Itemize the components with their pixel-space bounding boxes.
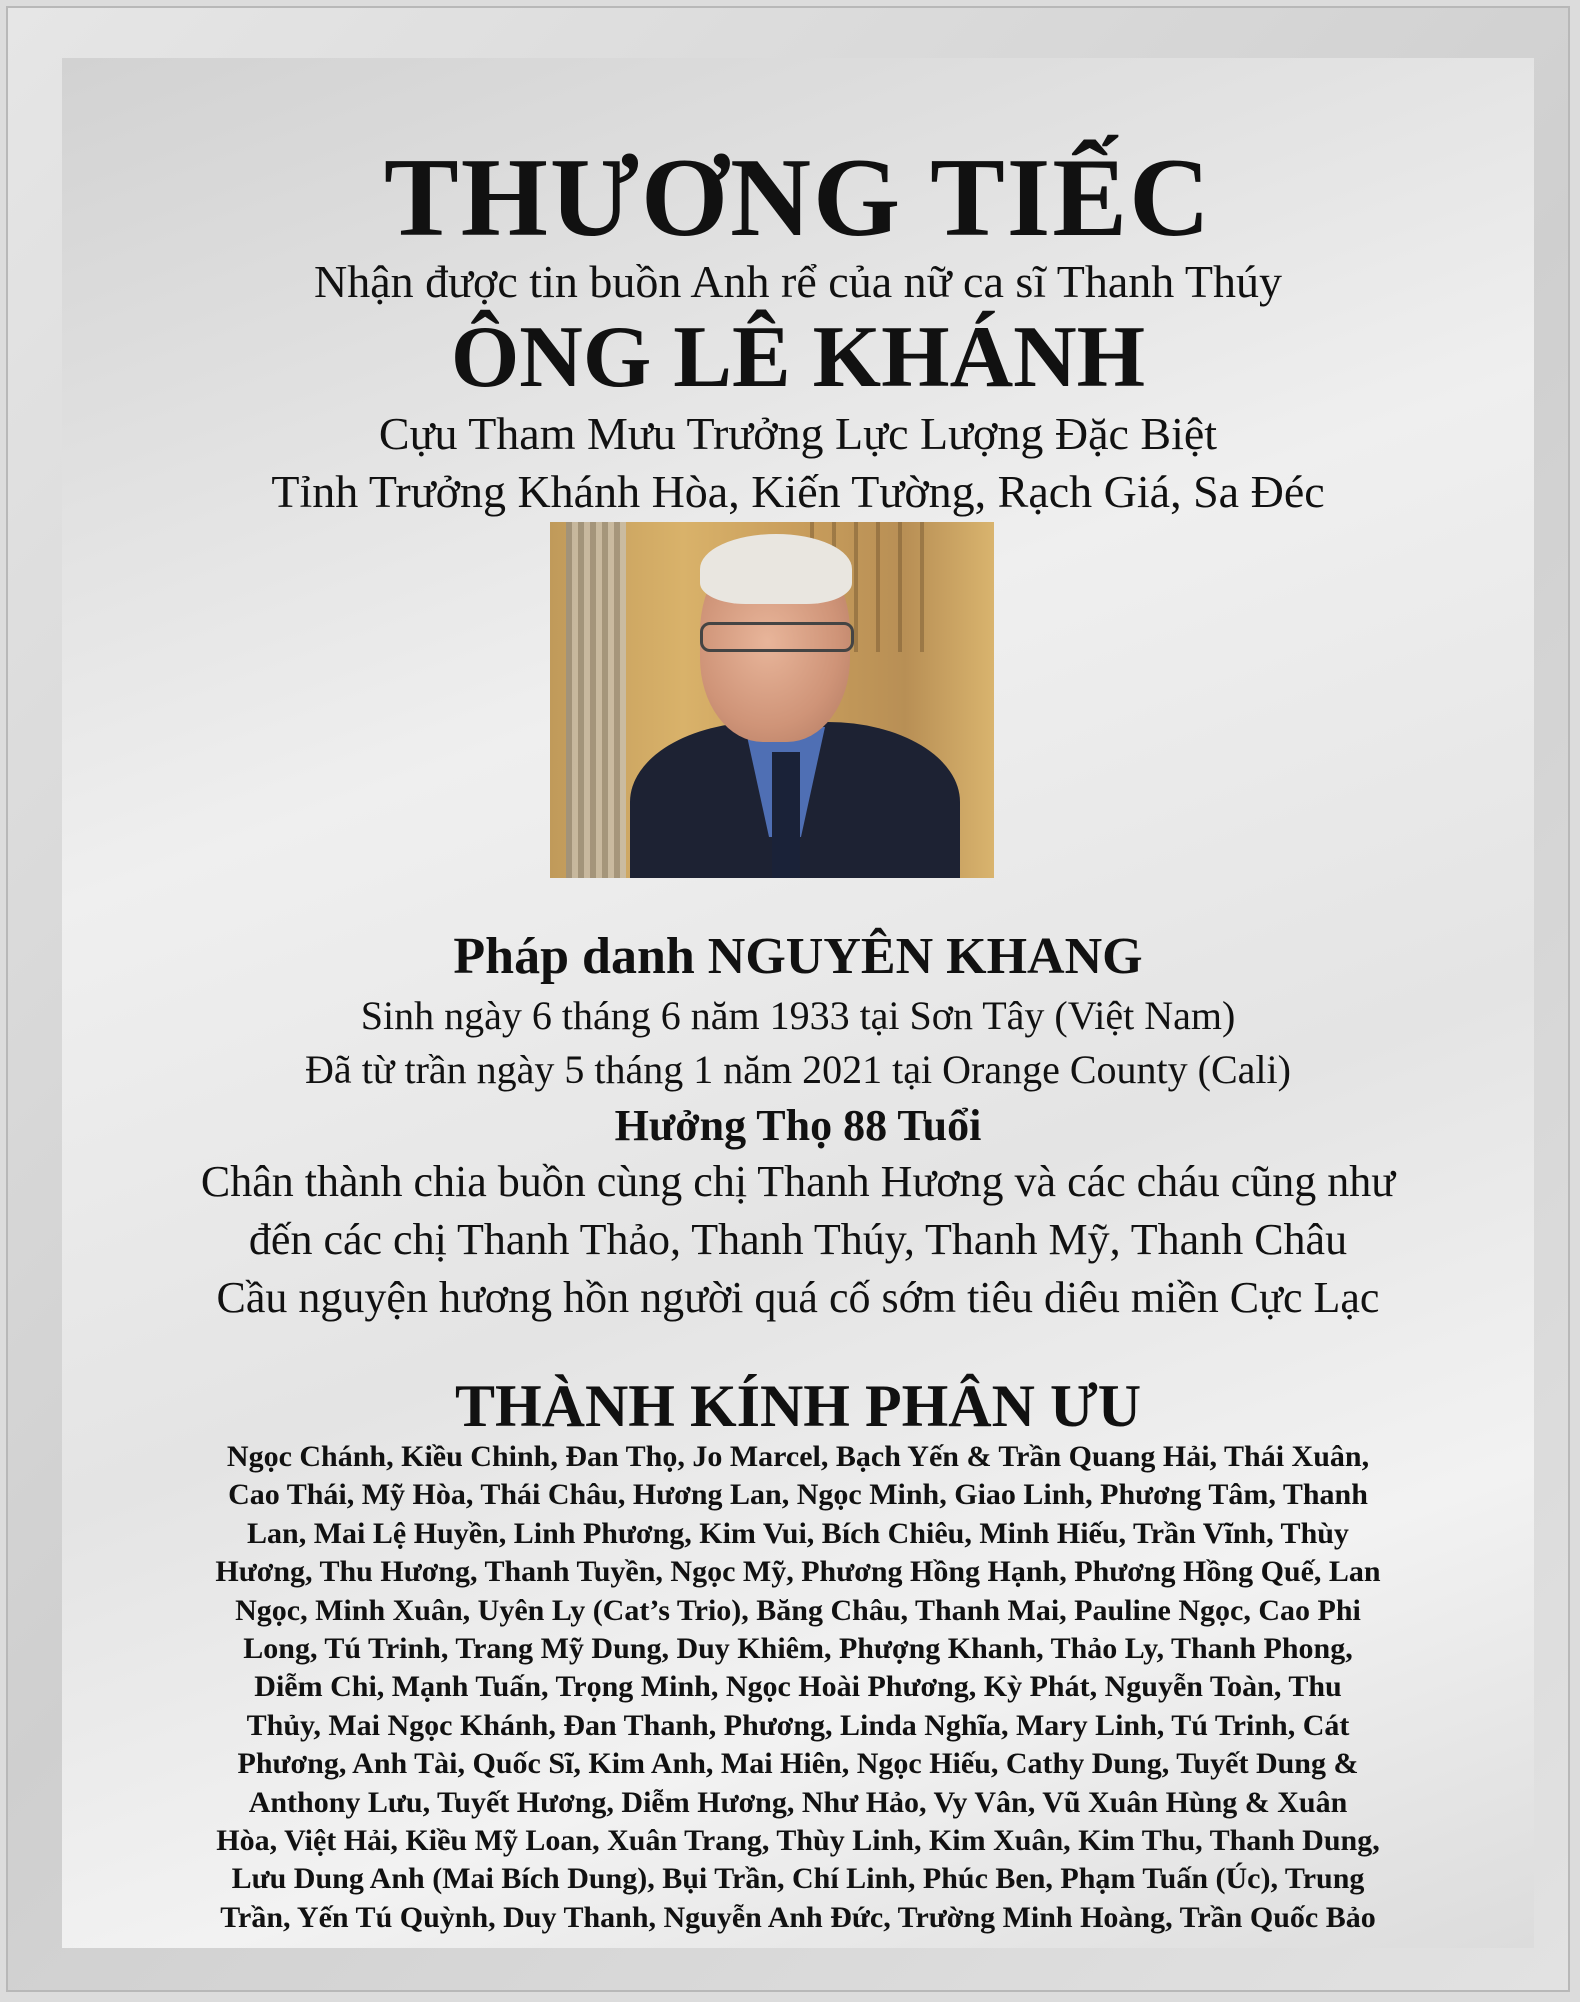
outer-frame xyxy=(6,6,1570,1992)
mourners-line: Ngọc Chánh, Kiều Chinh, Đan Thọ, Jo Marcel, Bạch Yến & Trần Quang Hải, Thái Xuân, xyxy=(226,1440,1370,1473)
position-line-1: Cựu Tham Mưu Trưởng Lực Lượng Đặc Biệt xyxy=(378,408,1218,459)
mourners-line: Thủy, Mai Ngọc Khánh, Đan Thanh, Phương, Linda Nghĩa, Mary Linh, Tú Trinh, Cát xyxy=(246,1708,1350,1742)
photo-tie xyxy=(772,752,800,878)
mourners-line: Lan, Mai Lệ Huyền, Linh Phương, Kim Vui, Bích Chiêu, Minh Hiếu, Trần Vĩnh, Thùy xyxy=(247,1516,1349,1550)
mourners-list xyxy=(118,1438,1478,1937)
portrait-photo xyxy=(550,522,994,878)
mourners-line: Diễm Chi, Mạnh Tuấn, Trọng Minh, Ngọc Hoài Phương, Kỳ Phát, Nguyễn Toàn, Thu xyxy=(254,1670,1342,1704)
condolence-line-3: Cầu nguyện hương hồn người quá cố sớm tiêu diêu miền Cực Lạc xyxy=(216,1273,1380,1322)
mourners-line: Hương, Thu Hương, Thanh Tuyền, Ngọc Mỹ, Phương Hồng Hạnh, Phương Hồng Quế, Lan xyxy=(215,1555,1381,1589)
mourners-line: Cao Thái, Mỹ Hòa, Thái Châu, Hương Lan, Ngọc Minh, Giao Linh, Phương Tâm, Thanh xyxy=(228,1478,1368,1512)
photo-glasses xyxy=(700,622,854,652)
death-info: Đã từ trần ngày 5 tháng 1 năm 2021 tại Orange County (Cali) xyxy=(305,1047,1291,1092)
position-line-2: Tỉnh Trưởng Khánh Hòa, Kiến Tường, Rạch Giá, Sa Đéc xyxy=(271,466,1325,517)
mourners-line: Hòa, Việt Hải, Kiều Mỹ Loan, Xuân Trang, Thùy Linh, Kim Xuân, Kim Thu, Thanh Dung, xyxy=(216,1824,1380,1858)
age-at-death: Hưởng Thọ 88 Tuổi xyxy=(614,1101,982,1150)
photo-background-heater xyxy=(566,522,626,878)
photo-hair xyxy=(700,534,852,604)
obituary-title: THƯƠNG TIẾC xyxy=(384,136,1212,260)
condolence-heading: THÀNH KÍNH PHÂN ƯU xyxy=(454,1373,1142,1439)
dharma-name: Pháp danh NGUYÊN KHANG xyxy=(453,928,1143,985)
obituary-panel xyxy=(62,58,1534,1948)
mourners-line: Long, Tú Trinh, Trang Mỹ Dung, Duy Khiêm, Phượng Khanh, Thảo Ly, Thanh Phong, xyxy=(243,1632,1353,1666)
mourners-line: Phương, Anh Tài, Quốc Sĩ, Kim Anh, Mai Hiên, Ngọc Hiếu, Cathy Dung, Tuyết Dung & xyxy=(237,1747,1359,1781)
birth-info: Sinh ngày 6 tháng 6 năm 1933 tại Sơn Tây (Việt Nam) xyxy=(360,993,1236,1038)
mourners-line: Ngọc, Minh Xuân, Uyên Ly (Cat’s Trio), Băng Châu, Thanh Mai, Pauline Ngọc, Cao Phi xyxy=(235,1593,1361,1627)
mourners-line: Trần, Yến Tú Quỳnh, Duy Thanh, Nguyễn Anh Đức, Trường Minh Hoàng, Trần Quốc Bảo xyxy=(220,1900,1376,1934)
mourners-line: Lưu Dung Anh (Mai Bích Dung), Bụi Trần, Chí Linh, Phúc Ben, Phạm Tuấn (Úc), Trung xyxy=(231,1862,1365,1896)
condolence-line-2: đến các chị Thanh Thảo, Thanh Thúy, Thanh Mỹ, Thanh Châu xyxy=(248,1215,1348,1264)
intro-text: Nhận được tin buồn Anh rể của nữ ca sĩ Thanh Thúy xyxy=(313,256,1283,307)
deceased-name: ÔNG LÊ KHÁNH xyxy=(450,309,1146,406)
mourners-line: Anthony Lưu, Tuyết Hương, Diễm Hương, Như Hảo, Vy Vân, Vũ Xuân Hùng & Xuân xyxy=(248,1785,1348,1819)
condolence-line-1: Chân thành chia buồn cùng chị Thanh Hương và các cháu cũng như xyxy=(200,1157,1396,1206)
